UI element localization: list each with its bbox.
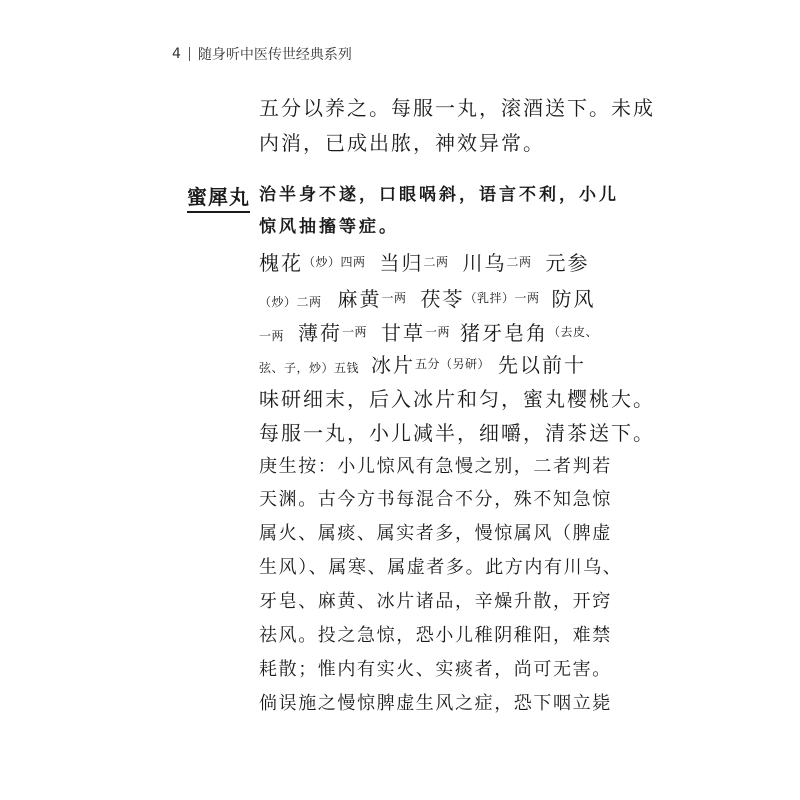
formula-title (187, 181, 250, 210)
commentary-line-7: 耗散；惟内有实火、实痰者，尚可无害。 (259, 659, 612, 680)
commentary-line-8: 倘误施之慢惊脾虚生风之症，恐下咽立毙 (259, 693, 612, 714)
commentary-line-6: 祛风。投之急惊，恐小儿稚阴稚阳，难禁 (259, 625, 612, 646)
commentary-line-1: 庚生按：小儿惊风有急慢之别，二者判若 (259, 456, 612, 477)
herb-name: 当归 (379, 251, 424, 275)
herb-name: 茯苓 (420, 287, 465, 311)
ingredients-row-2 (259, 286, 596, 314)
herb-name: 先以前十 (498, 353, 587, 377)
header-divider (189, 47, 190, 61)
herb-name: 槐花 (259, 251, 303, 275)
indication-line-1: 治半身不遂，口眼㖞斜，语言不利，小儿 (259, 185, 619, 205)
herb-name: 防风 (551, 287, 596, 311)
herb-name: 甘草 (381, 321, 426, 345)
indication-line-2: 惊风抽搐等症。 (259, 217, 399, 237)
herb-dose: （炒）四两 (303, 255, 366, 269)
herb-dose: 一两 (381, 291, 407, 305)
formula-name: 蜜犀丸 (187, 185, 250, 209)
herb-dose: 二两 (506, 255, 532, 269)
herb-dose: 二两 (423, 255, 449, 269)
herb-dose-continued: 一两 (259, 329, 285, 343)
ingredients-row-1 (259, 250, 590, 275)
herb-dose-continued: （炒）二两 (259, 295, 322, 309)
preparation-line-1: 味研细末，后入冰片和匀，蜜丸樱桃大。 (259, 387, 655, 411)
commentary-line-3: 属火、属痰、属实者多，慢惊属风（脾虚 (259, 523, 612, 544)
ingredients-row-4 (259, 352, 586, 380)
herb-dose: （乳拌）一两 (464, 291, 540, 305)
herb-name: 麻黄 (337, 287, 382, 311)
herb-name: 薄荷 (298, 321, 343, 345)
preparation-line-2: 每服一丸，小儿减半，细嚼，清茶送下。 (259, 421, 655, 445)
running-header (172, 44, 352, 64)
page-number: 4 (172, 46, 181, 62)
herb-dose: 一两 (342, 325, 368, 339)
herb-name: 川乌 (462, 251, 507, 275)
formula-title-underline (187, 211, 250, 213)
opening-line-2: 内消，已成出脓，神效异常。 (259, 131, 545, 155)
herb-dose: 五分（另研） (415, 357, 491, 371)
series-title: 随身听中医传世经典系列 (197, 47, 352, 63)
opening-line-1: 五分以养之。每服一丸，滚酒送下。未成 (259, 96, 655, 120)
ingredients-row-3 (259, 320, 598, 348)
herb-name: 猪牙皂角 (460, 321, 549, 345)
commentary-line-5: 牙皂、麻黄、冰片诸品，辛燥升散，开窍 (259, 591, 612, 612)
herb-dose-continued: 弦、子，炒）五钱 (259, 361, 360, 375)
herb-name: 元参 (545, 251, 590, 275)
herb-dose: （去皮、 (548, 325, 599, 339)
commentary-line-4: 生风）、属寒、属虚者多。此方内有川乌、 (259, 557, 623, 578)
commentary-line-2: 天渊。古今方书每混合不分，殊不知急惊 (259, 489, 612, 510)
herb-dose: 一两 (425, 325, 451, 339)
herb-name: 冰片 (371, 353, 416, 377)
